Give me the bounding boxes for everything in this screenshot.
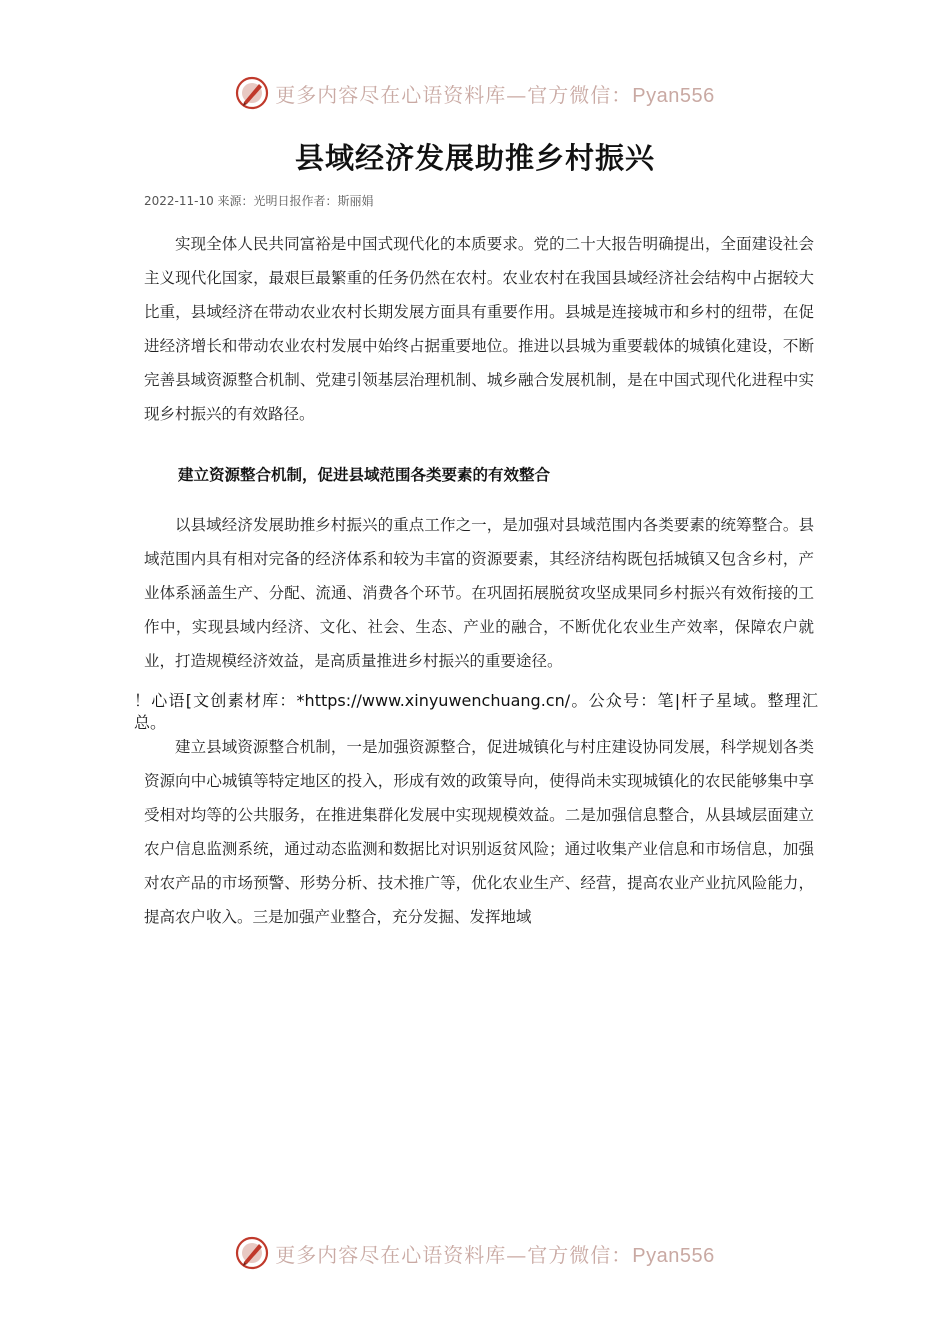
xinyu-logo-icon <box>235 76 269 110</box>
xinyu-logo-icon <box>235 1236 269 1270</box>
banner-wechat-id: Pyan556 <box>632 1244 715 1267</box>
paragraph-text: 以县域经济发展助推乡村振兴的重点工作之一，是加强对县域范围内各类要素的统筹整合。县域范围内具有相对完备的经济体系和较为丰富的资源要素，其经济结构既包括城镇又包含乡村，产业体系涵盖生产、分配、流通、消费各个环节。在巩固拓展脱贫攻坚成果同乡村振兴有效衔接的工作中，实现县域内经济、文化、社会、生态、产业的融合，不断优化农业生产效率，保障农户就业，打造规模经济效益，是高质量推进乡村振兴的重要途径。 <box>144 516 814 670</box>
article-paragraph-2 <box>144 508 814 678</box>
banner-text: 更多内容尽在心语资料库—官方微信：Pyan556 <box>275 82 715 107</box>
paragraph-text: 建立县域资源整合机制，一是加强资源整合，促进城镇化与村庄建设协同发展，科学规划各类资源向中心城镇等特定地区的投入，形成有效的政策导向，使得尚未实现城镇化的农民能够集中享受相对均等的公共服务，在推进集群化发展中实现规模效益。二是加强信息整合，从县域层面建立农户信息监测系统，通过动态监测和数据比对识别返贫风险；通过收集产业信息和市场信息，加强对农产品的市场预警、形势分析、技术推广等，优化农业生产、经营，提高农业产业抗风险能力，提高农户收入。三是加强产业整合，充分发掘、发挥地域 <box>144 738 814 926</box>
inserted-watermark-note: ！心语[文创素材库：*https://www.xinyuwenchuang.cn/。公众号：笔|杆子星域。整理汇总。 <box>134 691 818 732</box>
article-meta: 2022-11-10 来源：光明日报作者：斯丽娟 <box>144 194 374 208</box>
article-paragraph-1 <box>144 227 814 431</box>
paragraph-text: 实现全体人民共同富裕是中国式现代化的本质要求。党的二十大报告明确提出，全面建设社会主义现代化国家，最艰巨最繁重的任务仍然在农村。农业农村在我国县域经济社会结构中占据较大比重，县域经济在带动农业农村长期发展方面具有重要作用。县城是连接城市和乡村的纽带，在促进经济增长和带动农业农村发展中始终占据重要地位。推进以县城为重要载体的城镇化建设，不断完善县域资源整合机制、党建引领基层治理机制、城乡融合发展机制，是在中国式现代化进程中实现乡村振兴的有效路径。 <box>144 235 814 423</box>
article-paragraph-3 <box>144 730 814 934</box>
banner-text: 更多内容尽在心语资料库—官方微信：Pyan556 <box>275 1242 715 1267</box>
section-heading: 建立资源整合机制，促进县域范围各类要素的有效整合 <box>178 466 551 484</box>
footer-banner <box>0 1228 950 1278</box>
header-banner <box>0 68 950 118</box>
banner-wechat-id: Pyan556 <box>632 84 715 107</box>
article-title: 县域经济发展助推乡村振兴 <box>294 141 655 175</box>
